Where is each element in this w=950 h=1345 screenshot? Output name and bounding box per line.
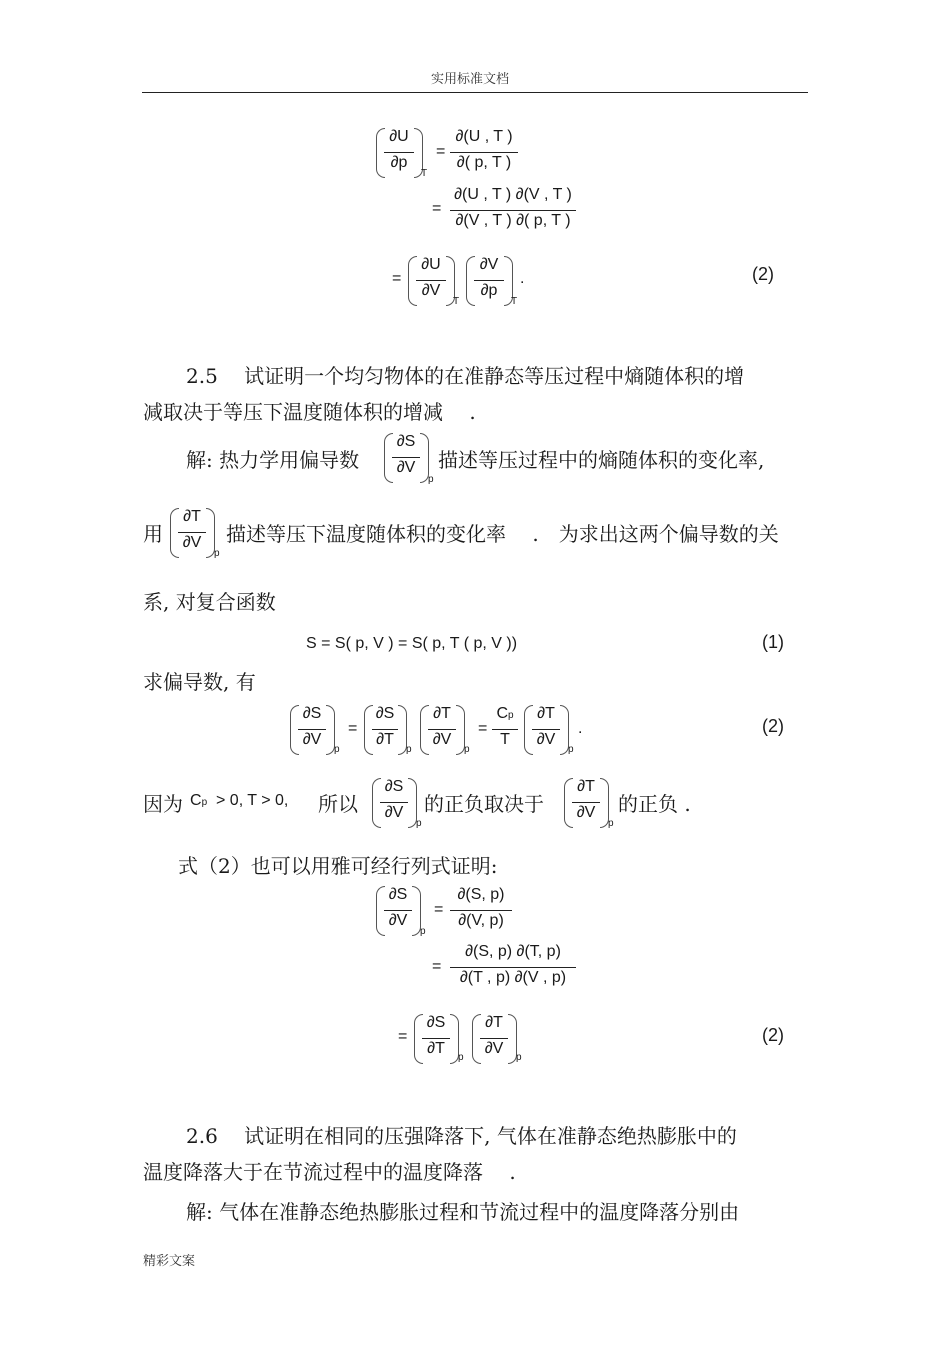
problem-2-6-line1: 2.6 试证明在相同的压强降落下, 气体在准静态绝热膨胀中的	[186, 1124, 737, 1148]
equation-number: (1)	[762, 632, 784, 652]
fraction-dS-dV: ∂S ∂V	[392, 433, 420, 481]
page-footer: 精彩文案	[143, 1254, 196, 1269]
fraction-dU-dV: ∂U ∂V	[416, 256, 446, 304]
header-rule	[142, 92, 808, 93]
equation-number: (2)	[762, 1025, 784, 1045]
equation-1: S = S( p, V ) = S( p, T ( p, V ))	[306, 635, 518, 652]
equation-number: (2)	[762, 716, 784, 736]
fraction-jacobian-1: ∂(U , T ) ∂( p, T )	[450, 128, 518, 176]
page-header: 实用标准文档	[431, 72, 510, 87]
solution-rest: 描述等压过程中的熵随体积的变化率,	[438, 448, 765, 472]
problem-2-6-solution: 解: 气体在准静态绝热膨胀过程和节流过程中的温度降落分别由	[186, 1200, 740, 1224]
equation-number: (2)	[752, 264, 774, 284]
problem-2-5-line1: 2.5 试证明一个均匀物体的在准静态等压过程中熵随体积的增	[186, 364, 745, 388]
fraction-dT-dV: ∂T ∂V	[178, 508, 206, 556]
fraction-dU-dp: ∂U ∂p	[384, 128, 414, 176]
problem-2-6-line2: 温度降落大于在节流过程中的温度降落 .	[143, 1160, 516, 1184]
fraction-dV-dp: ∂V ∂p	[474, 256, 504, 304]
solution-start: 解: 热力学用偏导数	[186, 448, 360, 472]
problem-2-5-line2: 减取决于等压下温度随体积的增减 .	[143, 400, 476, 424]
fraction-jacobian-2: ∂(U , T ) ∂(V , T ) ∂(V , T ) ∂( p, T )	[450, 186, 576, 234]
